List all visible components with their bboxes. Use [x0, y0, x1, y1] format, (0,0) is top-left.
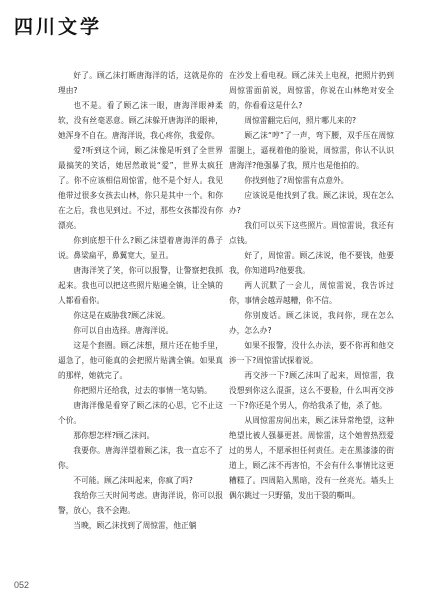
paragraph: 我们可以买下这些照片。周惊雷说，我还有点钱。 — [229, 221, 394, 245]
left-text-column — [58, 68, 223, 533]
paragraph: 唐海洋笑了笑，你可以报警，让警察把我抓起来。我也可以把这些照片贴遍全镇，让全镇的人都看看你。 — [58, 266, 223, 305]
paragraph: 我给你三天时间考虑。唐海洋说，你可以报警，放心，我不会跑。 — [58, 491, 223, 515]
paragraph: 爱?听到这个词，顾乙沫像是听到了全世界最搞笑的笑话，她居然敢说“爱”，世界太疯狂了。你不应该相信周惊雷，他不是个好人。我见他带过很多女孩去山林，你只是其中一个。和你在之后，我也见到过。不过，那些女孩都没有你漂亮。 — [58, 146, 223, 230]
magazine-masthead: 四川文学 — [14, 16, 103, 38]
paragraph: 好了，周惊雷。顾乙沫说，他不要钱，他要我，你知道吗?他要我。 — [229, 251, 394, 275]
paragraph: 周惊雷翻完后问，照片哪儿来的? — [244, 116, 357, 125]
paragraph: 从周惊雷房间出来，顾乙沫异常绝望，这种绝望比被人强暴更甚。周惊雷，这个她曾热烈爱过的男人，不愿承担任何责任。走在黑漆漆的街道上，顾乙沫不再害怕，不会有什么事情比这更糟糕了。四周陷入黑暗，没有一丝亮光。墙头上偶尔跳过一只野猫，发出干裂的嘶叫。 — [229, 416, 394, 500]
paragraph: 你这是在威胁我?顾乙沫说。 — [73, 311, 170, 320]
paragraph: 唐海洋像是看穿了顾乙沫的心思，它不止这个价。 — [58, 401, 223, 425]
paragraph: 两人沉默了一会儿，周惊雷说，我告诉过你，事情会越弄越糟，你不信。 — [229, 281, 394, 305]
paragraph: 再交涉一下?顾乙沫叫了起来，周惊雷，我没想到你这么混蛋，这么不要脸，什么叫再交涉一下?你还是个男人，你给我杀了他，杀了他。 — [229, 371, 394, 410]
paragraph: 不可能。顾乙沫叫起来，你疯了吗? — [73, 476, 193, 485]
paragraph: 你可以自由选择。唐海洋说。 — [73, 326, 174, 335]
paragraph: 当晚，顾乙沫找到了周惊雷，他正躺 — [73, 521, 197, 530]
right-text-column — [229, 68, 394, 503]
paragraph: 如果不报警，没什么办法，要不你再和他交涉一下?周惊雷试探着说。 — [229, 341, 394, 365]
paragraph: 顾乙沫“哼”了一声，弯下腰，双手压在周惊雷腿上，逼视着他的脸说，周惊雷，你认不认识唐海洋?他强暴了我，照片也是他拍的。 — [229, 131, 394, 170]
paragraph: 你别废话。顾乙沫说，我问你，现在怎么办，怎么办? — [229, 311, 394, 335]
paragraph: 在沙发上看电视。顾乙沫关上电视，把照片扔到周惊雷面前说，周惊雷，你说在山林绝对安全的，你看看这是什么? — [229, 71, 394, 110]
page-number: 052 — [14, 580, 30, 590]
paragraph: 你找到他了?周惊雷有点意外。 — [244, 176, 349, 185]
paragraph: 好了。顾乙沫打断唐海洋的话，这就是你的理由? — [58, 71, 223, 95]
paragraph: 这是个套圈。顾乙沫想，照片还在他手里，逼急了，他可能真的会把照片贴满全镇。如果真的那样，她就完了。 — [58, 341, 223, 380]
paragraph: 那你想怎样?顾乙沫问。 — [73, 431, 155, 440]
paragraph: 我要你。唐海洋望着顾乙沫，我一直忘不了你。 — [58, 446, 223, 470]
paragraph: 你到底想干什么?顾乙沫望着唐海洋的鼻子说。鼻梁扁平，鼻翼宽大，显丑。 — [58, 236, 223, 260]
paragraph: 应该说是他找到了我。顾乙沫说，现在怎么办? — [229, 191, 394, 215]
paragraph: 也不是。看了顾乙沫一眼，唐海洋眼神柔软，没有丝毫恶意。顾乙沫躲开唐海洋的眼神，她浑身不自在。唐海洋说，我心疼你，我爱你。 — [58, 101, 223, 140]
paragraph: 你把照片还给我，过去的事情一笔勾销。 — [73, 386, 212, 395]
